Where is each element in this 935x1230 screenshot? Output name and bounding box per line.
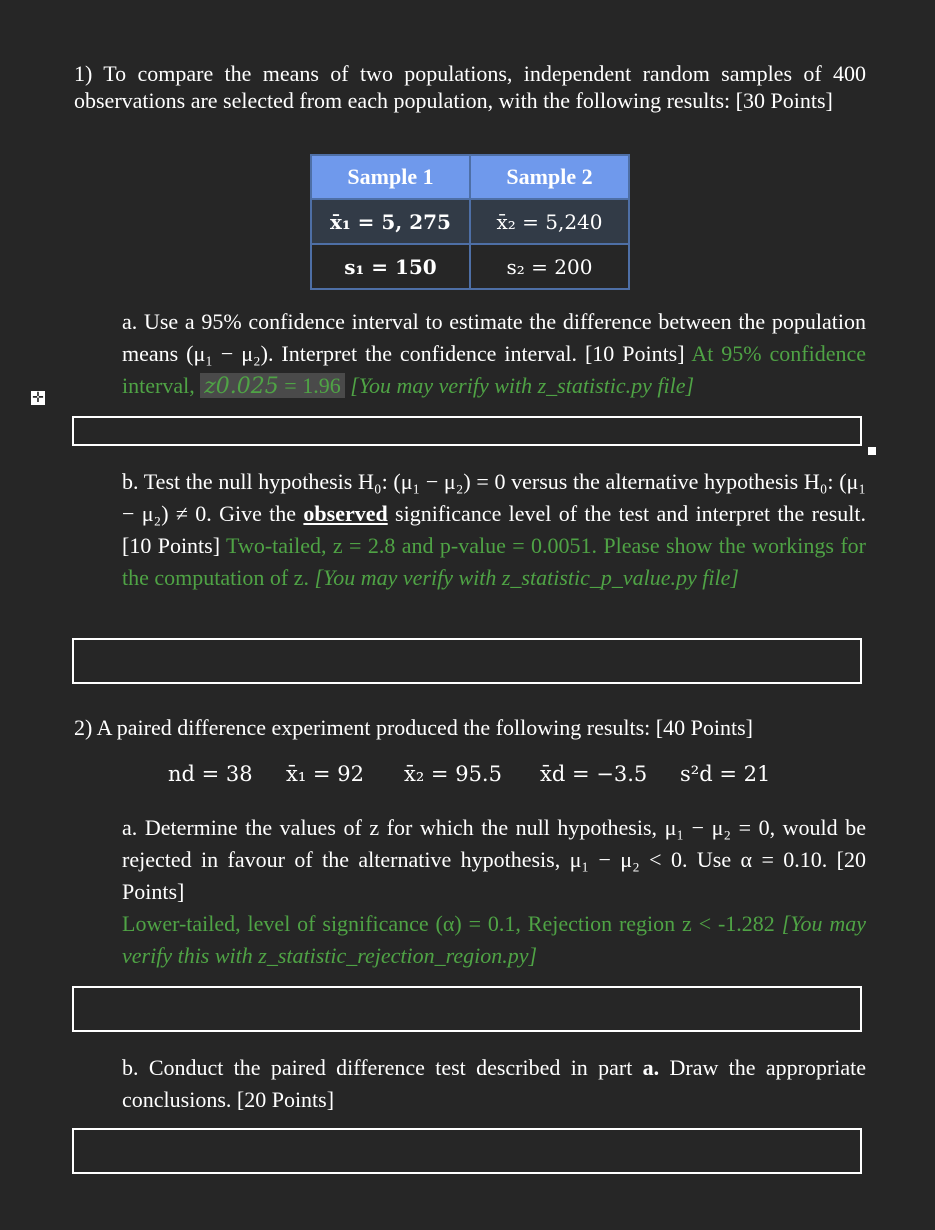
- q1a-hint-suffix: [You may verify with z_statistic.py file]: [350, 373, 695, 398]
- q1a-text: a. Use a 95% confidence interval to estimate the difference between the population means (μ₁ − μ₂). Interpret the confidence interval. [10 Points]: [122, 309, 866, 366]
- move-handle-icon[interactable]: ✛: [32, 390, 44, 406]
- z-label: z0.025: [204, 374, 279, 399]
- q2-intro: [74, 714, 866, 741]
- q1a-hint-prefix: At 95% confidence interval,: [122, 341, 867, 398]
- z-value: = 1.96: [284, 373, 341, 398]
- answer-box-q2a[interactable]: [72, 986, 862, 1032]
- q2b-text-bold: a.: [642, 1055, 660, 1080]
- q2a-text: a. Determine the values of z for which the null hypothesis, μ₁ − μ₂ = 0, would be rejected in favour of the alternative hypothesis, μ₁ − μ₂ < 0. Use α = 0.10. [20 Points]: [122, 815, 866, 904]
- z-critical-value: [200, 373, 345, 398]
- stat-sd2: s²d = 21: [680, 762, 771, 786]
- answer-box-q1a[interactable]: [72, 416, 862, 446]
- table-cell-x1: x̄₁ = 5, 275: [311, 199, 470, 244]
- stat-x1: x̄₁ = 92: [286, 762, 364, 786]
- q2a-hint-paragraph: [122, 908, 866, 972]
- q1-intro-text: 1) To compare the means of two populations, independent random samples of 400 observations are selected from each population, with the following results: [30 Points]: [74, 61, 866, 113]
- q1b-observed: observed: [303, 501, 388, 526]
- q1b-text-2: significance level of the test and interpret the result. [10 Points]: [122, 501, 866, 558]
- q2-intro-text: 2) A paired difference experiment produced the following results: [40 Points]: [74, 715, 753, 740]
- table-cell-s2: s₂ = 200: [470, 244, 629, 289]
- sample-table: [310, 154, 630, 290]
- q1b-hint-italic: [You may verify with z_statistic_p_value.py file]: [314, 565, 739, 590]
- q2a-hint: Lower-tailed, level of significance (α) = 0.1, Rejection region z < -1.282: [122, 911, 775, 936]
- q2b-text-pre: b. Conduct the paired difference test described in part: [122, 1055, 633, 1080]
- q1a-paragraph: [122, 306, 866, 403]
- answer-box-q2b[interactable]: [72, 1128, 862, 1174]
- table-header-sample2: Sample 2: [470, 155, 629, 199]
- q1b-paragraph: [122, 466, 866, 594]
- stat-x2: x̄₂ = 95.5: [404, 762, 502, 786]
- q2a-paragraph: [122, 812, 866, 908]
- answer-box-q1b[interactable]: [72, 638, 862, 684]
- q1-intro: [74, 60, 866, 114]
- q1b-text-1: b. Test the null hypothesis H₀: (μ₁ − μ₂) = 0 versus the alternative hypothesis H₀: (μ₁ − μ₂) ≠ 0. Give the: [122, 469, 866, 526]
- table-cell-x2: x̄₂ = 5,240: [470, 199, 629, 244]
- q2b-paragraph: [122, 1052, 866, 1116]
- table-header-sample1: Sample 1: [311, 155, 470, 199]
- stat-nd: nd = 38: [168, 762, 253, 786]
- q2a-hint-italic: [You may verify this with z_statistic_rejection_region.py]: [122, 911, 867, 968]
- q1b-hint: Two-tailed, z = 2.8 and p-value = 0.0051. Please show the workings for the computation of z.: [122, 533, 866, 590]
- q2-stats: [0, 762, 935, 792]
- stat-xd: x̄d = −3.5: [540, 762, 648, 786]
- table-cell-s1: s₁ = 150: [311, 244, 470, 289]
- q2b-text-post: Draw the appropriate conclusions. [20 Points]: [122, 1055, 867, 1112]
- resize-handle[interactable]: [868, 447, 876, 455]
